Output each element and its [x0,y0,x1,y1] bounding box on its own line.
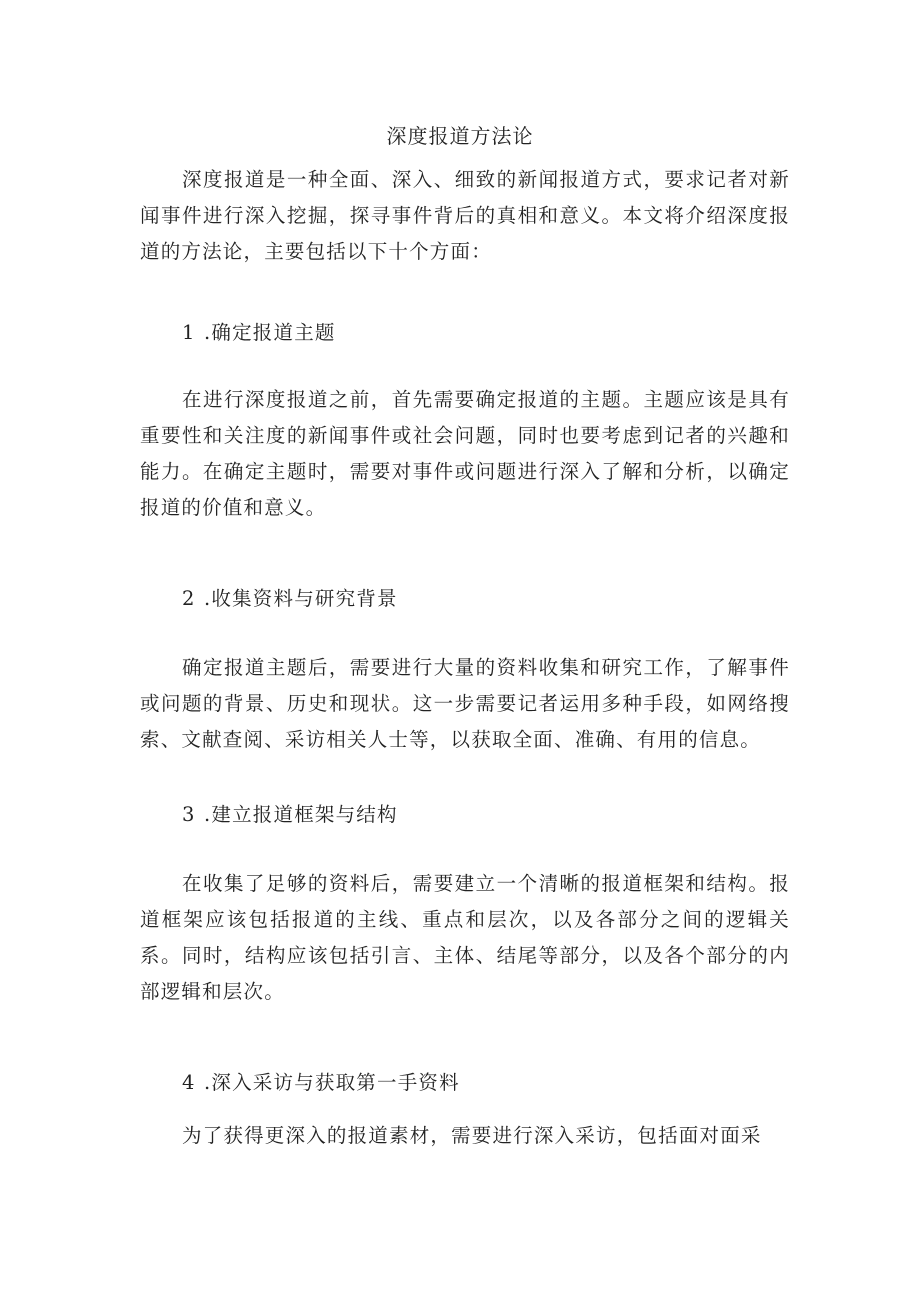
intro-paragraph: 深度报道是一种全面、深入、细致的新闻报道方式，要求记者对新闻事件进行深入挖掘，探寻事件背后的真相和意义。本文将介绍深度报道的方法论，主要包括以下十个方面： [140,168,790,263]
section-number: 4 [182,1071,196,1094]
section-body-2: 确定报道主题后，需要进行大量的资料收集和研究工作，了解事件或问题的背景、历史和现状。这一步需要记者运用多种手段，如网络搜索、文献查阅、采访相关人士等，以获取全面、准确、有用的信息。 [140,656,790,751]
section-heading-2 [182,584,398,614]
document-title: 深度报道方法论 [386,124,534,148]
section-heading-text: .确定报道主题 [204,321,336,344]
section-body-1: 在进行深度报道之前，首先需要确定报道的主题。主题应该是具有重要性和关注度的新闻事件或社会问题，同时也要考虑到记者的兴趣和能力。在确定主题时，需要对事件或问题进行深入了解和分析，以确定报道的价值和意义。 [140,388,790,519]
section-heading-text: .收集资料与研究背景 [204,587,398,610]
section-number: 2 [182,587,196,610]
section-body-3: 在收集了足够的资料后，需要建立一个清晰的报道框架和结构。报道框架应该包括报道的主线、重点和层次，以及各部分之间的逻辑关系。同时，结构应该包括引言、主体、结尾等部分，以及各个部分的内部逻辑和层次。 [140,872,790,1003]
section-body-4: 为了获得更深入的报道素材，需要进行深入采访，包括面对面采 [182,1124,762,1147]
section-heading-3 [182,800,398,830]
section-number: 3 [182,803,196,826]
section-heading-4 [182,1068,460,1098]
section-heading-text: .建立报道框架与结构 [204,803,398,826]
section-number: 1 [182,321,196,344]
section-heading-text: .深入采访与获取第一手资料 [204,1071,460,1094]
section-heading-1 [182,318,336,348]
